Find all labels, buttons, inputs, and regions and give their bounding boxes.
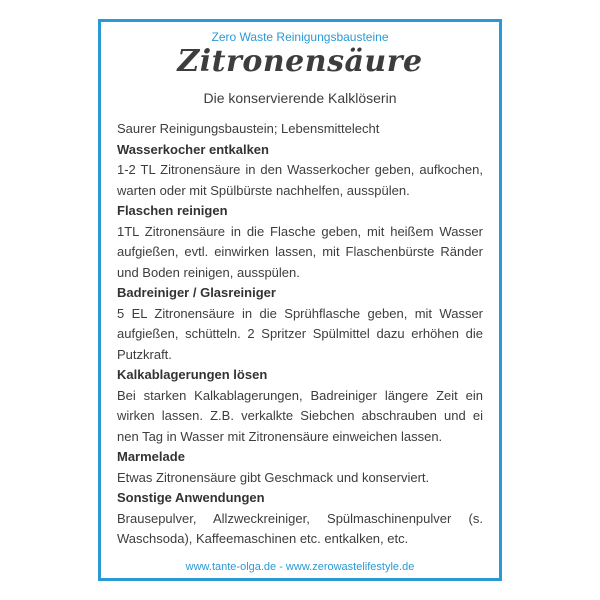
intro-text: Saurer Reinigungsbaustein; Lebensmittelecht — [117, 121, 380, 136]
section-text: 1TL Zitronensäure in die Flasche geben, mit heißem Wasser aufgießen, evtl. einwirken lassen, mit Flaschenbürste Ränder und Boden reinigen, ausspülen. — [117, 223, 483, 280]
section-heading: Flaschen reinigen — [117, 203, 228, 218]
section-text: Etwas Zitronensäure gibt Geschmack und konserviert. — [117, 469, 430, 485]
section-heading: Marmelade — [117, 449, 185, 464]
section-text: Brausepulver, Allzweckreiniger, Spülmaschinenpulver (s. Waschsoda), Kaffeemaschinen etc. entkalken, etc. — [117, 510, 483, 546]
section-text: Bei starken Kalkablagerungen, Badreiniger längere Zeit ein wirken lassen. Z.B. verkalkte Siebchen abschrauben und ei nen Tag in Wasser mit Zitronensäure einweichen lassen. — [117, 387, 483, 444]
subtitle: Die konservierende Kalklöserin — [203, 90, 397, 106]
header-label: Zero Waste Reinigungsbausteine — [204, 30, 397, 44]
section-heading: Badreiniger / Glasreiniger — [117, 285, 276, 300]
page-title: Zitronensäure — [177, 44, 423, 79]
section-text: 5 EL Zitronensäure in die Sprühflasche geben, mit Wasser aufgießen, schütteln. 2 Spritzer Spülmittel dazu erhöhen die Putzkraft. — [117, 305, 483, 362]
section-text: 1-2 TL Zitronensäure in den Wasserkocher geben, aufkochen, warten oder mit Spülbürste nachhelfen, ausspülen. — [117, 162, 483, 198]
section-heading: Kalkablagerungen lösen — [117, 367, 268, 382]
section-heading: Wasserkocher entkalken — [117, 141, 269, 157]
content-body — [117, 119, 483, 550]
footer-links: www.tante-olga.de - www.zerowastelifestyle.de — [178, 561, 423, 573]
section-heading: Sonstige Anwendungen — [117, 490, 265, 505]
